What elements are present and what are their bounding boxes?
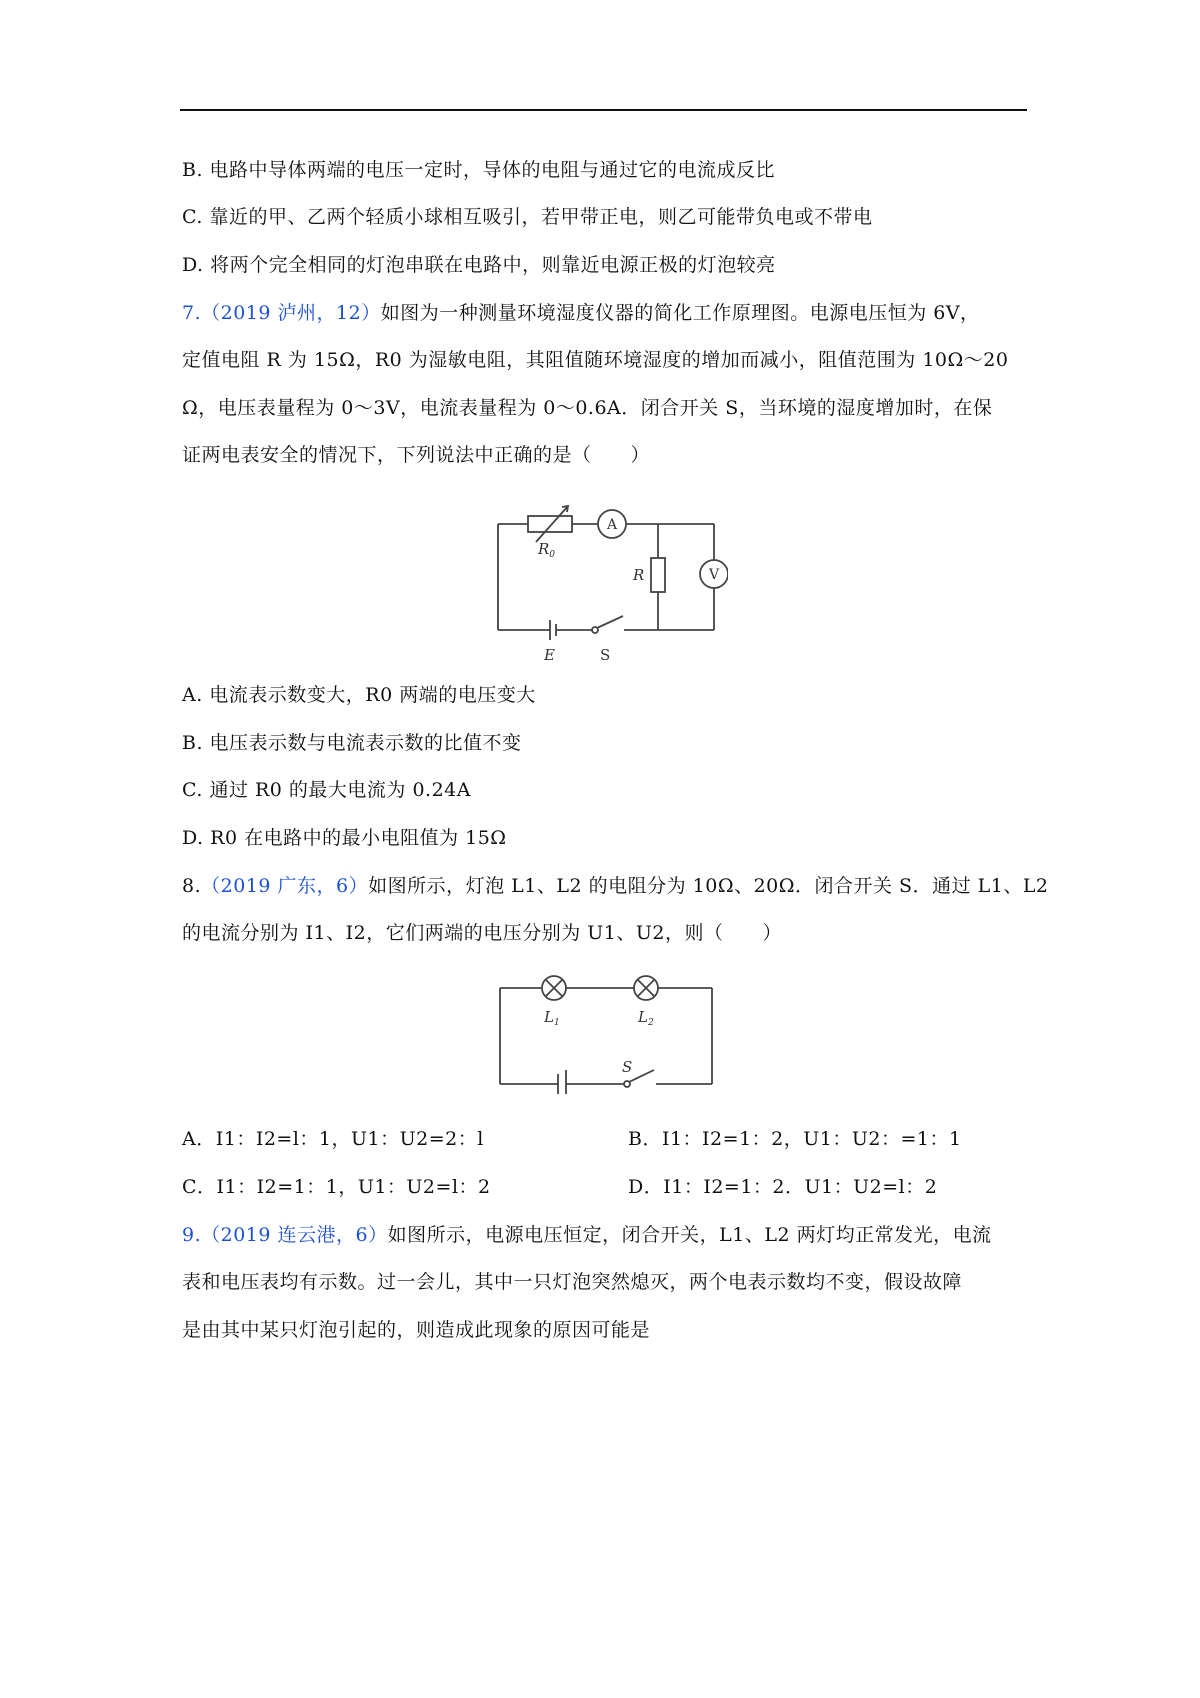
ammeter-label: A: [606, 517, 618, 533]
svg-text:R0: $R_0$: [538, 540, 556, 560]
q7-option-a: A. 电流表示数变大，R0 两端的电压变大: [182, 684, 536, 706]
q7-circuit-diagram: [488, 502, 728, 667]
r0-label: R: [538, 540, 550, 558]
svg-text:L1: $L_1$: [544, 1008, 560, 1028]
q7-stem-line3: Ω，电压表量程为 0～3V，电流表量程为 0～0.6A．闭合开关 S，当环境的湿度增加时，在保: [182, 397, 993, 419]
q7-stem-line4: 证两电表安全的情况下，下列说法中正确的是（ ）: [182, 444, 651, 466]
q7-option-d: D. R0 在电路中的最小电阻值为 15Ω: [182, 827, 507, 849]
voltmeter-label: V: [708, 567, 720, 583]
q7-stem-line2: 定值电阻 R 为 15Ω，R0 为湿敏电阻，其阻值随环境湿度的增加而减小，阻值范围为 10Ω～20: [182, 349, 1009, 371]
q6-option-c: C. 靠近的甲、乙两个轻质小球相互吸引，若甲带正电，则乙可能带负电或不带电: [182, 206, 873, 228]
q7-stem-line1: 7.（2019 泸州，12）如图为一种测量环境湿度仪器的简化工作原理图。电源电压恒为 6V，: [182, 302, 980, 324]
q9-stem-line3: 是由其中某只灯泡引起的，则造成此现象的原因可能是: [182, 1319, 651, 1341]
q9-stem-line1: 9.（2019 连云港，6）如图所示，电源电压恒定，闭合开关，L1、L2 两灯均正常发光，电流: [182, 1224, 992, 1246]
header-rule: [180, 109, 1027, 111]
svg-text:L2: $L_2$: [638, 1008, 654, 1028]
switch-label: S: [600, 646, 611, 664]
r-resistor-symbol: [651, 558, 665, 592]
q6-option-d: D. 将两个完全相同的灯泡串联在电路中，则靠近电源正极的灯泡较亮: [182, 254, 776, 276]
q8-option-a: A．I1：I2=l：1，U1：U2=2：l: [182, 1128, 484, 1150]
q8-option-b: B．I1：I2=1：2，U1：U2：=1：1: [628, 1128, 962, 1150]
q8-option-d: D．I1：I2=1：2．U1：U2=l：2: [628, 1176, 938, 1198]
q9-source: 9.（2019 连云港，6）: [182, 1224, 388, 1246]
q8-circuit-diagram: [496, 972, 720, 1094]
q6-option-b: B. 电路中导体两端的电压一定时，导体的电阻与通过它的电流成反比: [182, 159, 776, 181]
q7-source: 7.（2019 泸州，12）: [182, 302, 381, 324]
q8-stem-line1: 8.（2019 广东，6）如图所示，灯泡 L1、L2 的电阻分为 10Ω、20Ω．闭合开关 S．通过 L1、L2: [182, 875, 1049, 897]
q7-option-c: C. 通过 R0 的最大电流为 0.24A: [182, 779, 471, 801]
q8-source: （2019 广东，6）: [201, 875, 369, 897]
q7-option-b: B. 电压表示数与电流表示数的比值不变: [182, 732, 522, 754]
lamp-l1-label: L: [544, 1008, 554, 1026]
q9-stem-line2: 表和电压表均有示数。过一会儿，其中一只灯泡突然熄灭，两个电表示数均不变，假设故障: [182, 1271, 963, 1293]
q8-stem-line2: 的电流分别为 I1、I2，它们两端的电压分别为 U1、U2，则（ ）: [182, 922, 782, 944]
switch-label: S: [622, 1058, 633, 1076]
q8-option-c: C．I1：I2=1：1，U1：U2=l：2: [182, 1176, 491, 1198]
r-label: R: [633, 566, 645, 584]
battery-label: E: [544, 646, 555, 664]
r0-resistor-symbol: [528, 516, 572, 532]
lamp-l2-label: L: [638, 1008, 648, 1026]
